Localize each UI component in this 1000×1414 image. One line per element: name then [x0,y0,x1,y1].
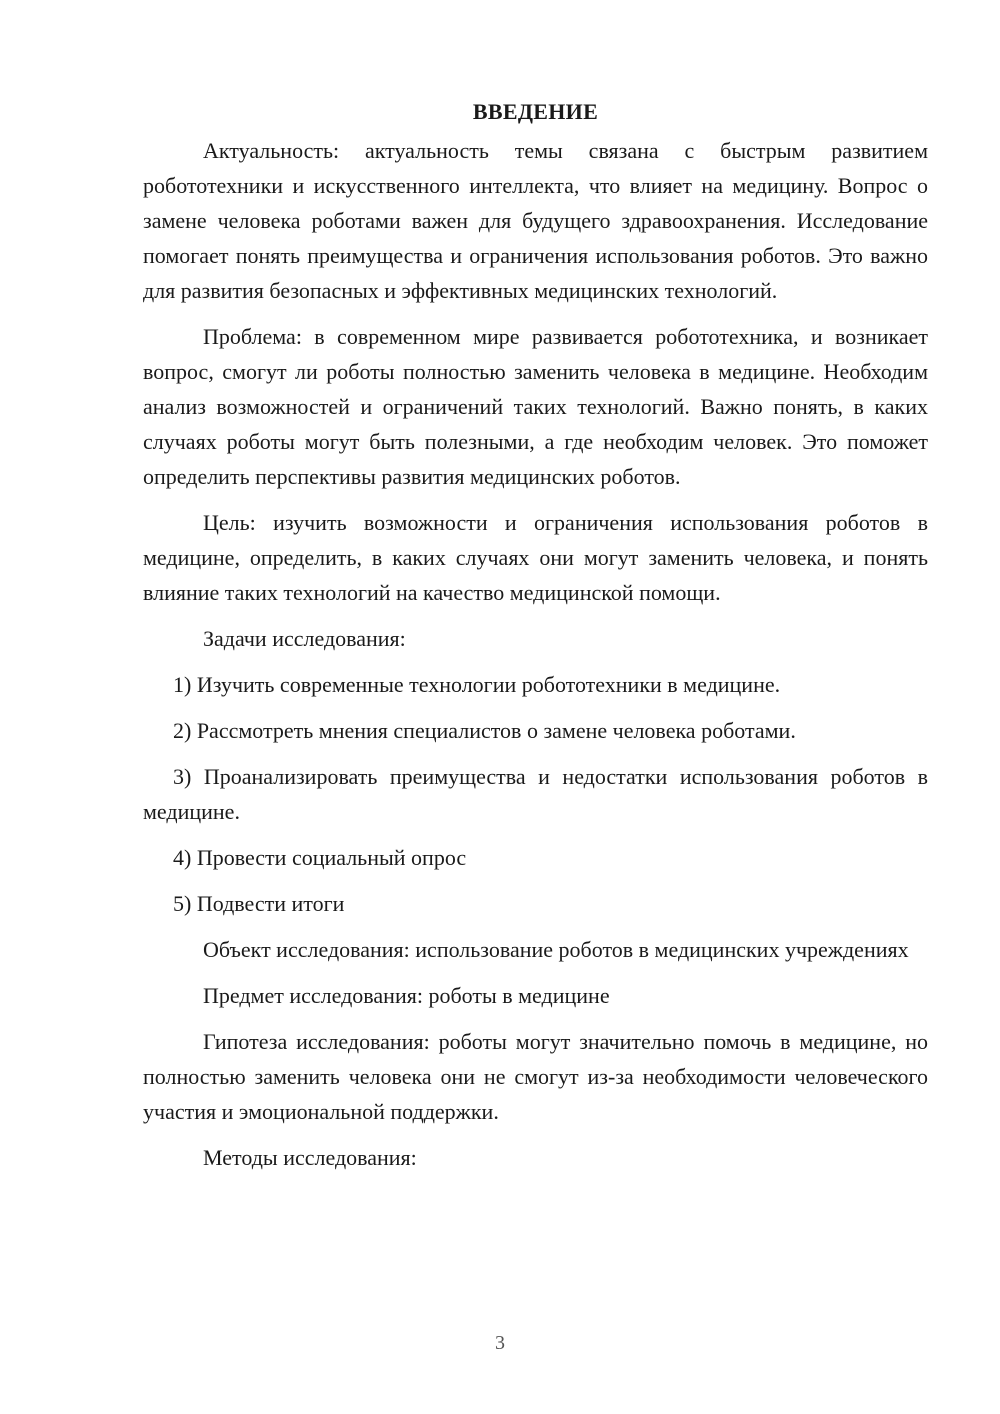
paragraph-tasks-heading: Задачи исследования: [203,626,406,651]
task-item-2: 2) Рассмотреть мнения специалистов о замене человека роботами. [173,718,796,743]
task-item-5: 5) Подвести итоги [173,891,345,916]
page-content [143,94,928,1186]
paragraph-relevance: Актуальность: актуальность темы связана с быстрым развитием робототехники и искусственного интеллекта, что влияет на медицину. Вопрос о замене человека роботами важен для будущего здравоохранения. Исследование помогает понять преимущества и ограничения использования роботов. Это важно для развития безопасных и эффективных медицинских технологий. [143,138,928,303]
section-title: ВВЕДЕНИЕ [472,99,599,124]
task-item-4: 4) Провести социальный опрос [173,845,467,870]
paragraph-object: Объект исследования: использование роботов в медицинских учреждениях [203,937,909,962]
page-number: 3 [495,1332,505,1354]
paragraph-goal: Цель: изучить возможности и ограничения использования роботов в медицине, определить, в каких случаях они могут заменить человека, и понять влияние таких технологий на качество медицинской помощи. [143,510,928,605]
task-item-1: 1) Изучить современные технологии робототехники в медицине. [173,672,781,697]
task-item-3: 3) Проанализировать преимущества и недостатки использования роботов в медицине. [143,764,928,824]
paragraph-subject: Предмет исследования: роботы в медицине [203,983,610,1008]
paragraph-problem: Проблема: в современном мире развивается робототехника, и возникает вопрос, смогут ли роботы полностью заменить человека в медицине. Необходим анализ возможностей и ограничений таких технологий. Важно понять, в каких случаях роботы могут быть полезными, а где необходим человек. Это поможет определить перспективы развития медицинских роботов. [143,324,928,489]
paragraph-hypothesis: Гипотеза исследования: роботы могут значительно помочь в медицине, но полностью заменить человека они не смогут из-за необходимости человеческого участия и эмоциональной поддержки. [143,1029,928,1124]
paragraph-methods: Методы исследования: [203,1145,417,1170]
